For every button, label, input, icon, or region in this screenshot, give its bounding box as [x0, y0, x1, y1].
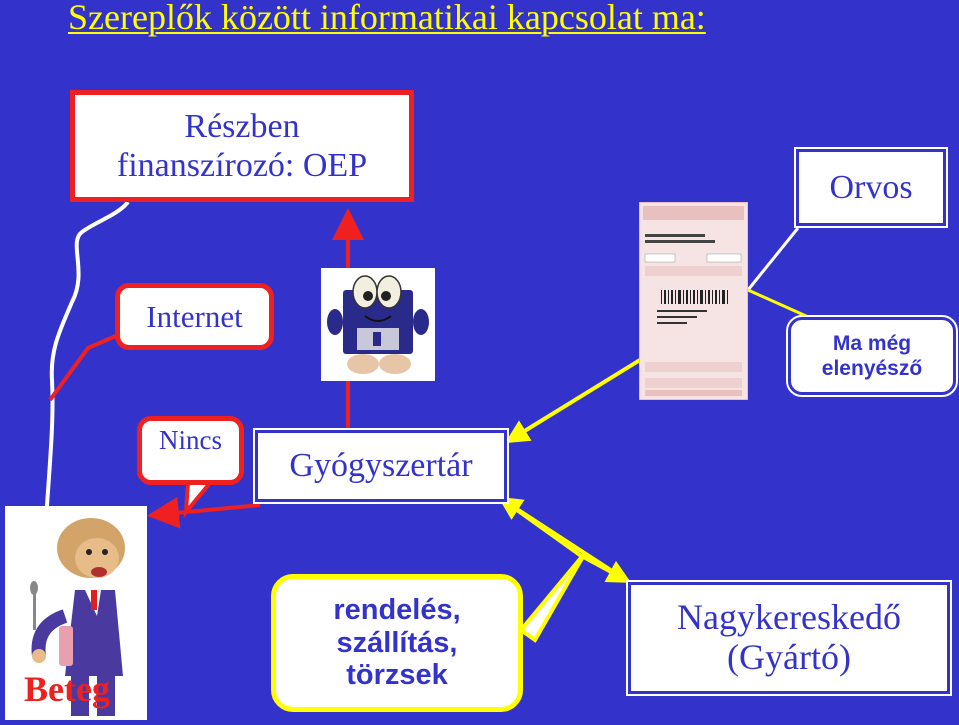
nagykereskedo-node: [628, 582, 950, 694]
mameg-callout-line: [748, 290, 815, 320]
internet-label: Internet: [146, 298, 243, 334]
rendeles-line2: szállítás,: [336, 626, 458, 659]
oep-to-patient-line: [46, 202, 128, 520]
internet-node: [115, 283, 274, 350]
floppy-disk-mascot-icon: [321, 268, 435, 381]
mameg-line1: Ma még: [832, 331, 912, 355]
rendeles-line1: rendelés,: [333, 594, 461, 627]
mameg-line2: elenyésző: [821, 357, 923, 380]
gyogyszertar-label: Gyógyszertár: [289, 447, 473, 485]
nagyker-line1: Nagykereskedő: [677, 597, 901, 638]
nagyker-line2: (Gyártó): [727, 637, 851, 677]
nincs-note: [137, 416, 244, 485]
rendeles-note: [271, 574, 523, 712]
page-title: Szereplők között informatikai kapcsolat ma:: [68, 0, 706, 37]
rendeles-callout-tail: [521, 553, 585, 640]
rendeles-line3: törzsek: [346, 659, 448, 692]
orvos-node: [796, 149, 946, 226]
gyogyszertar-node: [255, 430, 507, 502]
internet-line: [50, 335, 118, 400]
orvos-label: Orvos: [829, 168, 913, 206]
nincs-label: Nincs: [159, 425, 222, 455]
mameg-note: [788, 317, 956, 395]
beteg-label: Beteg: [24, 669, 110, 709]
pharmacy-to-patient-arrow: [155, 505, 260, 515]
wholesaler-to-pharmacy-arrow: [503, 500, 626, 580]
oep-line2: finanszírozó: OEP: [116, 147, 368, 184]
nincs-callout-tail: [186, 483, 210, 512]
prescription-form-icon: [639, 202, 748, 400]
oep-line1: Részben: [184, 107, 300, 145]
orvos-line: [748, 228, 798, 290]
oep-node: [70, 90, 414, 202]
